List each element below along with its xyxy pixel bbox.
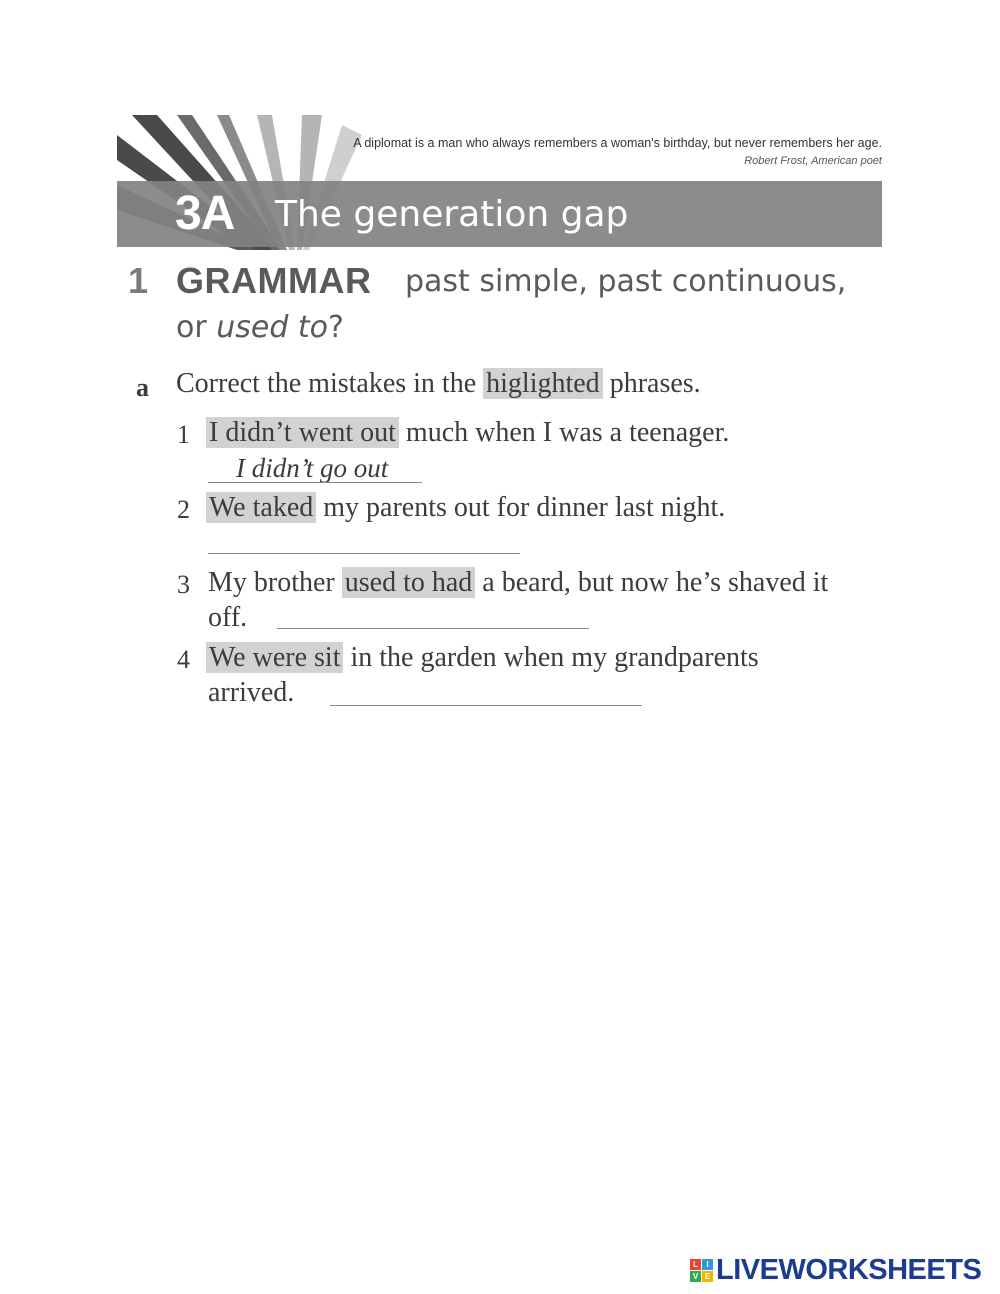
item-line2: arrived. — [208, 677, 295, 708]
section-label: GRAMMAR — [176, 260, 372, 301]
answer-input[interactable] — [277, 628, 589, 629]
unit-number: 3A — [175, 187, 235, 240]
item-highlight: I didn’t went out — [206, 417, 399, 448]
item-rest: my parents out for dinner last night. — [323, 492, 726, 523]
instruction-highlight: higlighted — [483, 368, 603, 399]
exercise-instruction — [176, 368, 701, 400]
answer-text: I didn’t go out — [236, 453, 389, 483]
exercise-letter: a — [136, 373, 149, 402]
item-rest: a beard, but now he’s shaved it — [482, 567, 829, 598]
item-rest: much when I was a teenager. — [405, 417, 730, 448]
logo-letter: E — [702, 1271, 713, 1282]
item-highlight: used to had — [342, 567, 476, 598]
item-sentence — [206, 642, 759, 674]
item-highlight: We were sit — [206, 642, 343, 673]
quote-author: Robert Frost, American poet — [744, 155, 882, 167]
item-number: 4 — [177, 645, 190, 674]
logo-text: LIVEWORKSHEETS — [716, 1253, 982, 1286]
item-sentence — [206, 417, 729, 449]
item-number: 1 — [177, 420, 190, 449]
item-sentence — [208, 567, 828, 599]
item-rest: in the garden when my grandparents — [350, 642, 759, 673]
unit-title: The generation gap — [275, 194, 629, 235]
item-number: 2 — [177, 495, 190, 524]
item-line2: off. — [208, 602, 248, 633]
topic-prefix: or — [176, 310, 217, 345]
topic-italic: used to — [216, 310, 329, 345]
instruction-before: Correct the mistakes in the — [176, 368, 477, 399]
section-topic: past simple, past continuous, — [405, 264, 847, 299]
answer-input[interactable] — [330, 705, 642, 706]
quote-text: A diplomat is a man who always remembers a woman's birthday, but never remembers her age. — [353, 136, 882, 150]
answer-input[interactable] — [208, 553, 520, 554]
item-sentence — [206, 492, 725, 524]
liveworksheets-logo[interactable] — [690, 1254, 981, 1286]
item-prefix: My brother — [208, 567, 335, 598]
logo-icon — [690, 1259, 713, 1282]
logo-letter: V — [690, 1271, 701, 1282]
logo-letter: I — [702, 1259, 713, 1270]
topic-suffix: ? — [328, 310, 344, 345]
section-number: 1 — [128, 260, 149, 301]
section-topic-line2 — [176, 310, 344, 345]
answer-input[interactable] — [208, 482, 422, 483]
item-highlight: We taked — [206, 492, 316, 523]
instruction-after: phrases. — [609, 368, 701, 399]
logo-letter: L — [690, 1259, 701, 1270]
item-number: 3 — [177, 570, 190, 599]
